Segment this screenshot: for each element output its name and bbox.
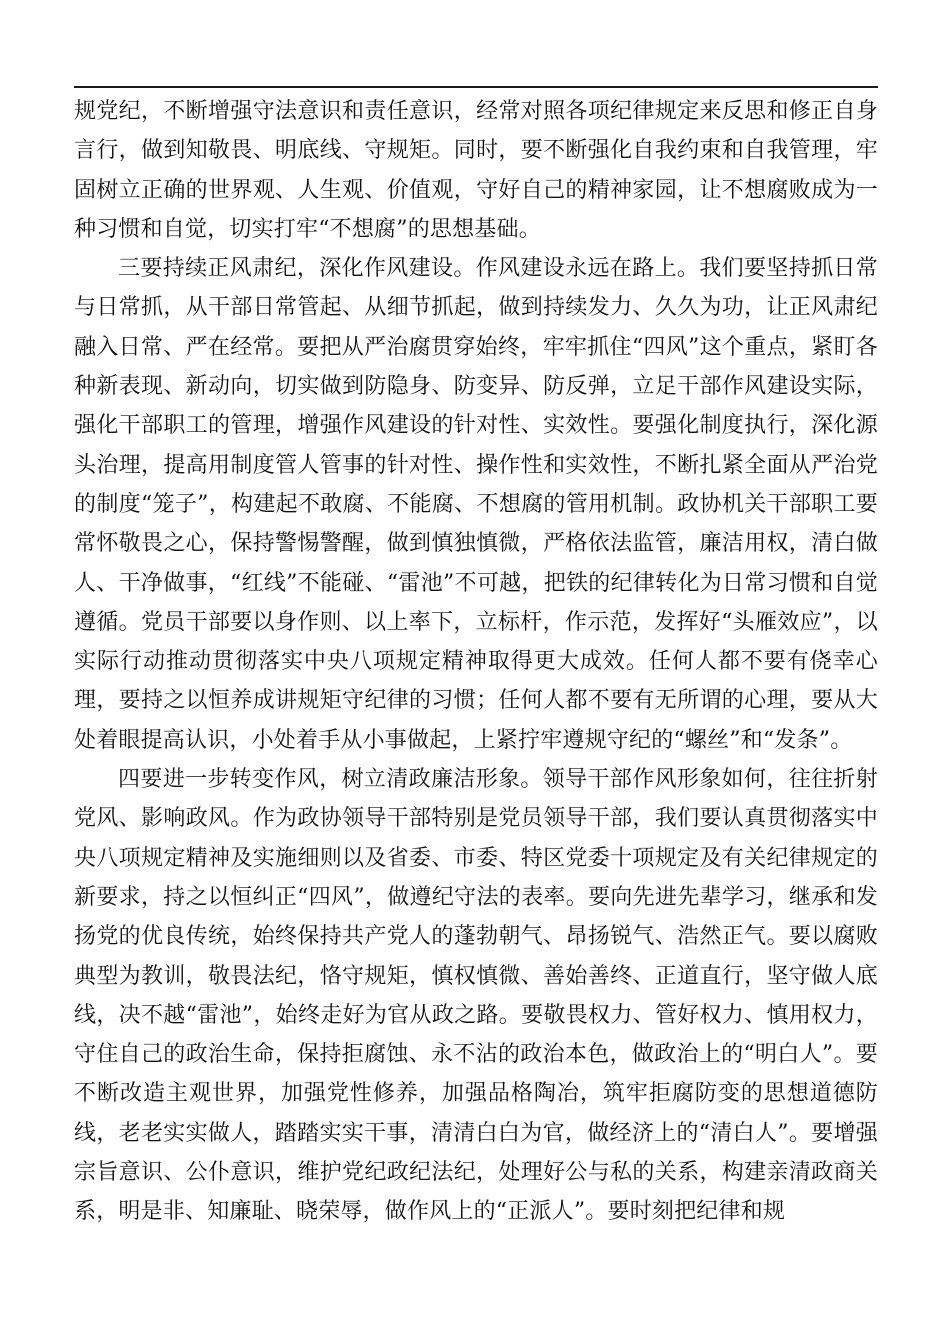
- paragraph-four: 四要进一步转变作风，树立清政廉洁形象。领导干部作风形象如何，往往折射党风、影响政风。作为政协领导干部特别是党员领导干部，我们要认真贯彻落实中央八项规定精神及实施细则以及省委、市委、特区党委十项规定及有关纪律规定的新要求，持之以恒纠正“四风”，做遵纪守法的表率。要向先进先辈学习，继承和发扬党的优良传统，始终保持共产党人的蓬勃朝气、昂扬锐气、浩然正气。要以腐败典型为教训，敬畏法纪，恪守规矩，慎权慎微、善始善终、正道直行，坚守做人底线，决不越“雷池”，始终走好为官从政之路。要敬畏权力、管好权力、慎用权力，守住自己的政治生命，保持拒腐蚀、永不沾的政治本色，做政治上的“明白人”。要不断改造主观世界，加强党性修养，加强品格陶冶，筑牢拒腐防变的思想道德防线，老老实实做人，踏踏实实干事，清清白白为官，做经济上的“清白人”。要增强宗旨意识、公仆意识，维护党纪政纪法纪，处理好公与私的关系，构建亲清政商关系，明是非、知廉耻、晓荣辱，做作风上的“正派人”。要时刻把纪律和规: [74, 767, 878, 1225]
- paragraph-three: 三要持续正风肃纪，深化作风建设。作风建设永远在路上。我们要坚持抓日常与日常抓，从干部日常管起、从细节抓起，做到持续发力、久久为功，让正风肃纪融入日常、严在经常。要把从严治腐贯穿始终，牢牢抓住“四风”这个重点，紧盯各种新表现、新动向，切实做到防隐身、防变异、防反弹，立足干部作风建设实际，强化干部职工的管理，增强作风建设的针对性、实效性。要强化制度执行，深化源头治理，提高用制度管人管事的针对性、操作性和实效性，不断扎紧全面从严治党的制度“笼子”，构建起不敢腐、不能腐、不想腐的管用机制。政协机关干部职工要常怀敬畏之心，保持警惕警醒，做到慎独慎微，严格依法监管，廉洁用权，清白做人、干净做事，“红线”不能碰、“雷池”不可越，把铁的纪律转化为日常习惯和自觉遵循。党员干部要以身作则、以上率下，立标杆，作示范，发挥好“头雁效应”，以实际行动推动贯彻落实中央八项规定精神取得更大成效。任何人都不要有侥幸心理，要持之以恒养成讲规矩守纪律的习惯；任何人都不要有无所谓的心理，要从大处着眼提高认识，小处着手从小事做起，上紧拧牢遵规守纪的“螺丝”和“发条”。: [74, 256, 878, 753]
- header-rule: [74, 86, 878, 88]
- paragraph-continuation: 规党纪，不断增强守法意识和责任意识，经常对照各项纪律规定来反思和修正自身言行，做到知敬畏、明底线、守规矩。同时，要不断强化自我约束和自我管理，牢固树立正确的世界观、人生观、价值观，守好自己的精神家园，让不想腐败成为一种习惯和自觉，切实打牢“不想腐”的思想基础。: [74, 99, 878, 242]
- document-body: [74, 92, 878, 1232]
